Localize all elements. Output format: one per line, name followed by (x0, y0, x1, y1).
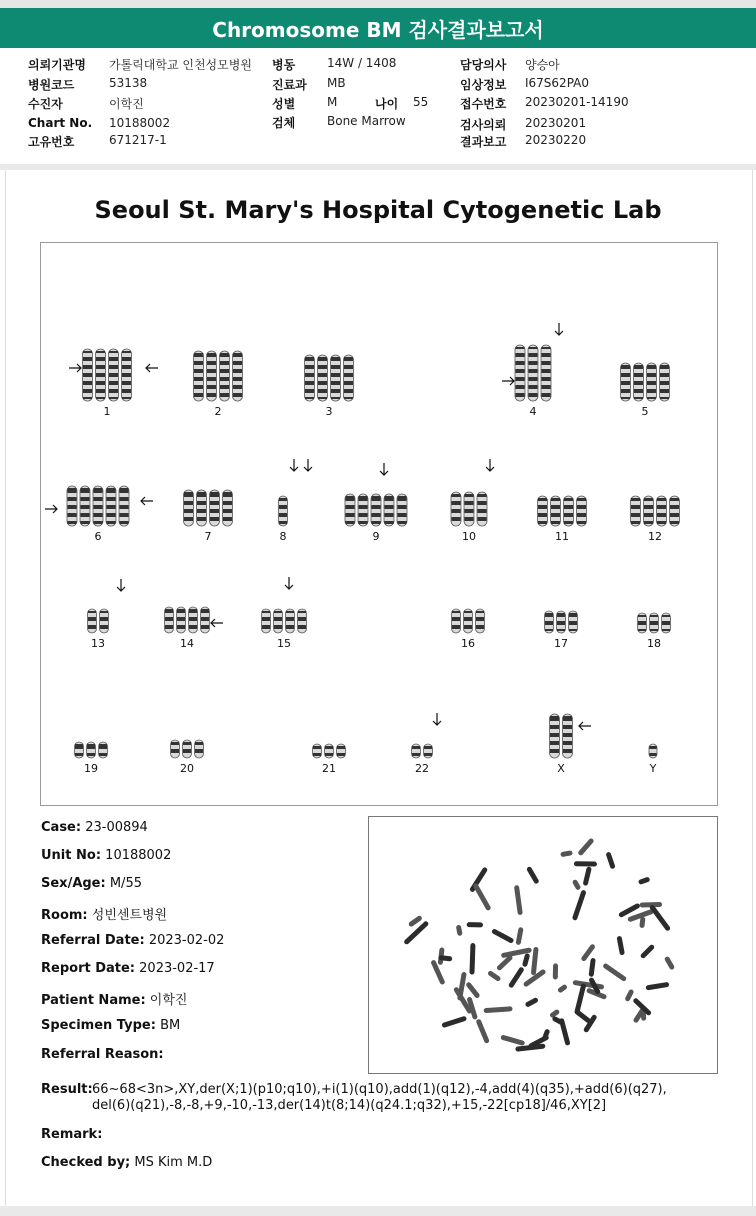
chromosome-label: 6 (94, 530, 102, 543)
chromosome-label: 10 (462, 530, 476, 543)
chromosome-group-16 (452, 609, 485, 633)
patient-info-table (0, 52, 756, 162)
metaphase-chromosome (589, 958, 596, 977)
chromosome-group-Y (649, 744, 657, 758)
report-title: Chromosome BM 검사결과보고서 (212, 17, 544, 42)
case-value: 10188002 (105, 848, 172, 863)
chromosome-group-X (550, 714, 573, 758)
info-value: 10188002 (109, 116, 171, 130)
metaphase-chromosome (649, 904, 671, 932)
case-row (41, 876, 142, 891)
metaphase-chromosome (572, 980, 604, 990)
metaphase-chromosome (465, 981, 480, 999)
metaphase-chromosome (664, 956, 675, 971)
chromosome-label: 13 (91, 637, 105, 650)
info-value: 이학진 (109, 97, 144, 111)
metaphase-chromosome (500, 1034, 525, 1046)
metaphase-chromosome (574, 861, 597, 866)
chromosome-group-5 (621, 363, 670, 401)
top-strip (0, 0, 756, 8)
metaphase-chromosome (640, 944, 656, 960)
case-label: Report Date: (41, 961, 136, 976)
arrow-icon (502, 377, 514, 385)
case-label: Patient Name: (41, 993, 146, 1008)
metaphase-chromosome (515, 927, 523, 945)
karyogram-panel (40, 242, 718, 806)
chromosome-group-4 (515, 345, 551, 401)
chromosome-label: 21 (322, 762, 336, 775)
chromosome-group-22 (412, 744, 433, 758)
report-title-bar (0, 8, 756, 48)
chromosome-group-10 (451, 492, 487, 526)
chromosome-label: 20 (180, 762, 194, 775)
metaphase-chromosome (441, 1016, 467, 1029)
karyogram-image (41, 243, 717, 805)
metaphase-chromosome (605, 851, 615, 869)
checked-by-row (41, 1155, 212, 1170)
chromosome-group-15 (262, 609, 307, 633)
metaphase-chromosome (522, 953, 530, 967)
arrow-icon (69, 364, 81, 372)
info-label: 접수번호 (460, 97, 507, 111)
arrow-icon (486, 459, 494, 471)
chromosome-label: 3 (325, 405, 333, 418)
info-label: 의뢰기관명 (28, 58, 86, 72)
chromosome-label: X (557, 762, 565, 775)
metaphase-chromosome (560, 850, 573, 857)
chromosome-label: 19 (84, 762, 98, 775)
metaphase-chromosome (430, 959, 445, 985)
info-label: 검사의뢰 (460, 118, 507, 132)
chromosome-label: 7 (204, 530, 212, 543)
info-label: 고유번호 (28, 135, 75, 149)
case-value: 2023-02-02 (148, 933, 225, 948)
metaphase-chromosome (403, 920, 429, 945)
metaphase-chromosome (572, 890, 587, 921)
metaphase-chromosome (531, 947, 539, 976)
remark-row (41, 1127, 102, 1142)
arrow-icon (380, 463, 388, 475)
chromosome-group-20 (171, 740, 204, 758)
arrow-icon (304, 459, 312, 471)
metaphase-chromosome (487, 970, 501, 982)
case-value: BM (160, 1018, 181, 1033)
chromosome-label: 9 (372, 530, 380, 543)
info-label: Chart No. (28, 116, 93, 130)
case-label: Referral Date: (41, 933, 145, 948)
case-label: Room: (41, 908, 88, 923)
lab-title: Seoul St. Mary's Hospital Cytogenetic Lab (94, 196, 662, 224)
metaphase-chromosome (624, 989, 634, 1003)
metaphase-chromosome (514, 885, 523, 915)
arrow-icon (579, 722, 591, 730)
arrow-icon (555, 323, 563, 335)
arrow-icon (433, 713, 441, 725)
case-value: M/55 (109, 876, 142, 891)
chromosome-group-9 (345, 494, 407, 526)
chromosome-label: 15 (277, 637, 291, 650)
info-label: 결과보고 (460, 135, 507, 149)
chromosome-group-19 (75, 742, 108, 758)
metaphase-chromosome (574, 983, 586, 1015)
arrow-icon (211, 619, 223, 627)
chromosome-group-7 (184, 490, 233, 526)
info-label: 임상정보 (460, 78, 507, 92)
case-row (41, 1018, 180, 1033)
info-label: 담당의사 (460, 58, 507, 72)
chromosome-group-2 (194, 351, 243, 401)
info-value: 55 (413, 95, 429, 109)
chromosome-group-21 (313, 744, 346, 758)
chromosome-label: 8 (279, 530, 287, 543)
info-value: Bone Marrow (327, 114, 406, 128)
chromosome-label: 18 (647, 637, 661, 650)
metaphase-image (369, 817, 717, 1073)
result-line: 66~68<3n>,XY,der(X;1)(p10;q10),+i(1)(q10),add(1)(q12),-4,add(4)(q35),+add(6)(q27), (92, 1082, 667, 1097)
case-label: Sex/Age: (41, 876, 106, 891)
case-row (41, 848, 171, 863)
chromosome-label: 14 (180, 637, 194, 650)
chromosome-label: 12 (648, 530, 662, 543)
arrow-icon (290, 459, 298, 471)
info-value: 671217-1 (109, 133, 167, 147)
case-row (41, 989, 187, 1008)
info-label: 수진자 (28, 97, 63, 111)
result-line: del(6)(q21),-8,-8,+9,-10,-13,der(14)t(8;14)(q24.1;q32),+15,-22[cp18]/46,XY[2] (92, 1098, 607, 1113)
chromosome-group-13 (88, 609, 109, 633)
case-value: 2023-02-17 (139, 961, 215, 976)
checked-by-label: Checked by; (41, 1155, 131, 1170)
arrow-icon (141, 497, 153, 505)
chromosome-group-12 (631, 496, 680, 526)
metaphase-panel (368, 816, 718, 1074)
case-label: Specimen Type: (41, 1018, 156, 1033)
chromosome-group-1 (83, 349, 132, 401)
info-value: 14W / 1408 (327, 56, 397, 70)
info-value: 양승아 (525, 58, 560, 72)
info-value: I67S62PA0 (525, 76, 590, 90)
metaphase-chromosome (557, 984, 568, 994)
metaphase-chromosome (475, 1018, 489, 1043)
info-label: 진료과 (272, 78, 307, 92)
chromosome-label: Y (649, 762, 657, 775)
remark-label: Remark: (41, 1127, 103, 1142)
info-label: 병원코드 (28, 78, 75, 92)
metaphase-chromosome (583, 866, 592, 886)
metaphase-chromosome (645, 982, 669, 991)
info-label: 나이 (375, 97, 399, 111)
case-row (41, 1047, 164, 1062)
info-value: 가톨릭대학교 인천성모병원 (109, 58, 252, 72)
case-value: 성빈센트병원 (91, 908, 168, 923)
case-row (41, 933, 224, 948)
info-label: 병동 (272, 58, 296, 72)
arrow-icon (146, 364, 158, 372)
info-value: M (327, 95, 338, 109)
chromosome-group-18 (638, 613, 671, 633)
chromosome-group-11 (538, 496, 587, 526)
metaphase-chromosome (616, 936, 624, 956)
chromosome-label: 11 (555, 530, 569, 543)
metaphase-chromosome (484, 1006, 513, 1013)
chromosome-group-17 (545, 611, 578, 633)
metaphase-chromosome (572, 879, 582, 891)
chromosome-group-14 (165, 607, 210, 633)
info-value: 53138 (109, 76, 148, 90)
checked-by-value: MS Kim M.D (134, 1155, 213, 1170)
metaphase-chromosome (577, 837, 594, 856)
metaphase-chromosome (467, 922, 483, 927)
metaphase-chromosome (602, 963, 627, 983)
chromosome-group-3 (305, 355, 354, 401)
info-value: 20230201 (525, 116, 587, 130)
metaphase-chromosome (469, 943, 475, 975)
info-value: MB (327, 76, 346, 90)
chromosome-label: 16 (461, 637, 475, 650)
metaphase-chromosome (491, 928, 514, 944)
chromosome-label: 22 (415, 762, 429, 775)
chromosome-label: 17 (554, 637, 568, 650)
arrow-icon (285, 577, 293, 589)
case-value: 23-00894 (85, 820, 148, 835)
info-label: 검체 (272, 116, 296, 130)
metaphase-chromosome (508, 966, 525, 988)
case-label: Referral Reason: (41, 1047, 164, 1062)
chromosome-group-8 (279, 496, 288, 526)
result-label: Result: (41, 1082, 93, 1097)
metaphase-chromosome (526, 866, 540, 885)
case-row (41, 820, 148, 835)
arrow-icon (45, 505, 57, 513)
chromosome-group-6 (67, 486, 129, 526)
result-text (92, 1082, 722, 1114)
case-label: Unit No: (41, 848, 102, 863)
metaphase-chromosome (638, 876, 651, 884)
info-value: 20230201-14190 (525, 95, 629, 109)
chromosome-label: 1 (103, 405, 111, 418)
metaphase-chromosome (525, 997, 539, 1008)
chromosome-label: 2 (214, 405, 222, 418)
case-row (41, 904, 167, 923)
info-value: 20230220 (525, 133, 587, 147)
metaphase-chromosome (472, 883, 491, 912)
chromosome-label: 5 (641, 405, 649, 418)
arrow-icon (117, 579, 125, 591)
case-label: Case: (41, 820, 82, 835)
case-value: 이학진 (149, 993, 188, 1008)
metaphase-chromosome (553, 963, 558, 979)
metaphase-chromosome (552, 1016, 565, 1026)
case-row (41, 961, 215, 976)
chromosome-label: 4 (529, 405, 537, 418)
bottom-strip (0, 1206, 756, 1216)
metaphase-chromosome (456, 925, 463, 937)
info-label: 성별 (272, 97, 296, 111)
